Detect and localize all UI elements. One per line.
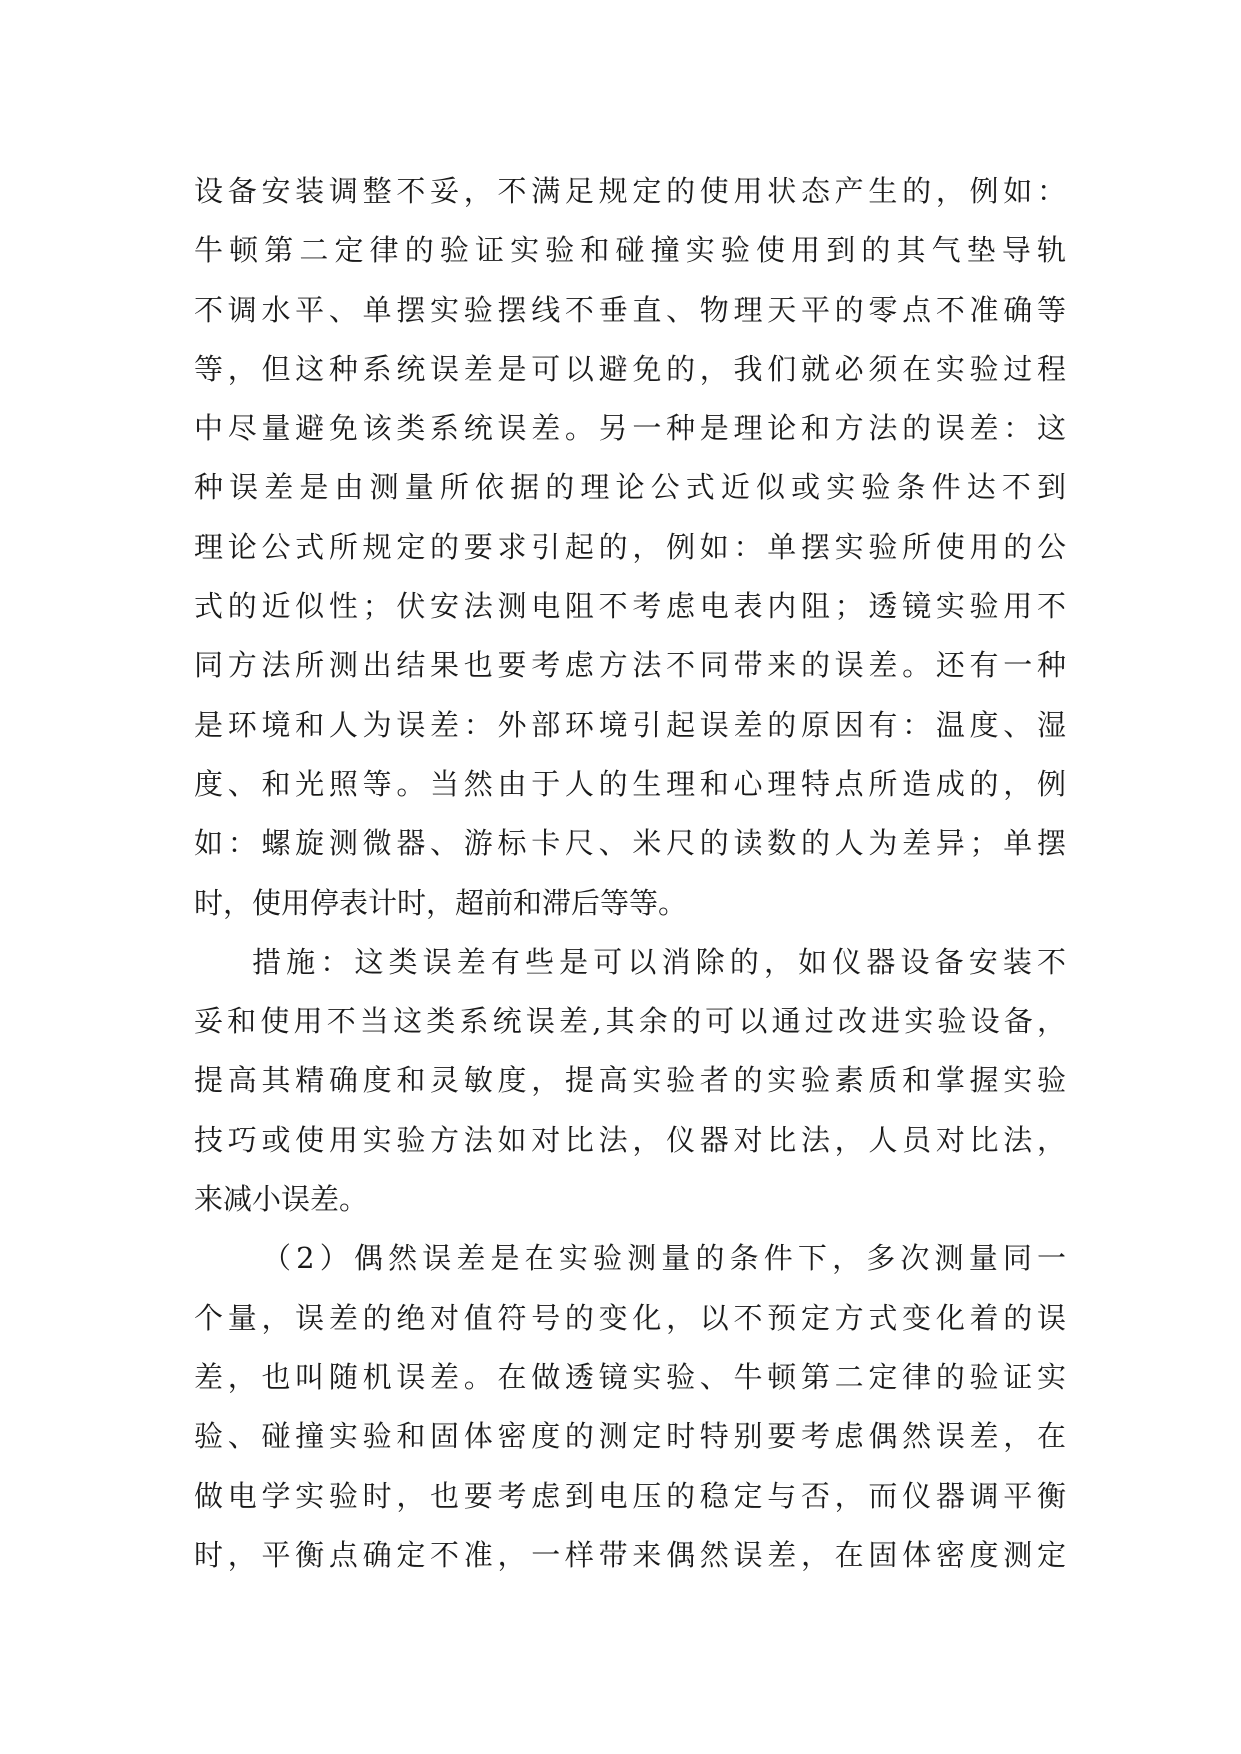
text-line: 验、碰撞实验和固体密度的测定时特别要考虑偶然误差，在 [194, 1419, 1066, 1454]
text-line: 牛顿第二定律的验证实验和碰撞实验使用到的其气垫导轨 [194, 233, 1066, 268]
text-line: 种误差是由测量所依据的理论公式近似或实验条件达不到 [194, 470, 1066, 505]
document-page [194, 162, 1066, 1585]
paragraph-system-error-causes [194, 162, 1066, 933]
text-line: 如：螺旋测微器、游标卡尺、米尺的读数的人为差异；单摆 [194, 826, 1066, 861]
text-line: 来减小误差。 [194, 1182, 369, 1217]
text-line: 妥和使用不当这类系统误差,其余的可以通过改进实验设备， [194, 1004, 1066, 1039]
text-line: 式的近似性；伏安法测电阻不考虑电表内阻；透镜实验用不 [194, 589, 1066, 624]
text-line: 同方法所测出结果也要考虑方法不同带来的误差。还有一种 [194, 648, 1066, 683]
text-line: 不调水平、单摆实验摆线不垂直、物理天平的零点不准确等 [194, 292, 1066, 327]
text-line: 措施：这类误差有些是可以消除的，如仪器设备安装不 [252, 944, 1066, 979]
text-line: 理论公式所规定的要求引起的，例如：单摆实验所使用的公 [194, 529, 1066, 564]
text-line: 做电学实验时，也要考虑到电压的稳定与否，而仪器调平衡 [194, 1478, 1066, 1513]
text-line: 个量，误差的绝对值符号的变化，以不预定方式变化着的误 [194, 1300, 1066, 1335]
text-line: （2）偶然误差是在实验测量的条件下，多次测量同一 [262, 1241, 1066, 1276]
text-line: 设备安装调整不妥，不满足规定的使用状态产生的，例如： [194, 174, 1066, 208]
text-line: 时，使用停表计时，超前和滞后等等。 [194, 885, 688, 920]
text-line: 技巧或使用实验方法如对比法，仪器对比法，人员对比法， [194, 1122, 1066, 1157]
text-line: 度、和光照等。当然由于人的生理和心理特点所造成的，例 [194, 766, 1066, 801]
text-line: 是环境和人为误差：外部环境引起误差的原因有：温度、湿 [194, 707, 1066, 742]
text-line: 时，平衡点确定不准，一样带来偶然误差，在固体密度测定 [194, 1537, 1066, 1572]
text-line: 提高其精确度和灵敏度，提高实验者的实验素质和掌握实验 [194, 1063, 1066, 1098]
paragraph-measures [194, 933, 1066, 1229]
paragraph-random-error [194, 1229, 1066, 1585]
text-line: 等，但这种系统误差是可以避免的，我们就必须在实验过程 [194, 351, 1066, 386]
text-line: 中尽量避免该类系统误差。另一种是理论和方法的误差：这 [194, 411, 1066, 446]
text-line: 差，也叫随机误差。在做透镜实验、牛顿第二定律的验证实 [194, 1359, 1066, 1394]
